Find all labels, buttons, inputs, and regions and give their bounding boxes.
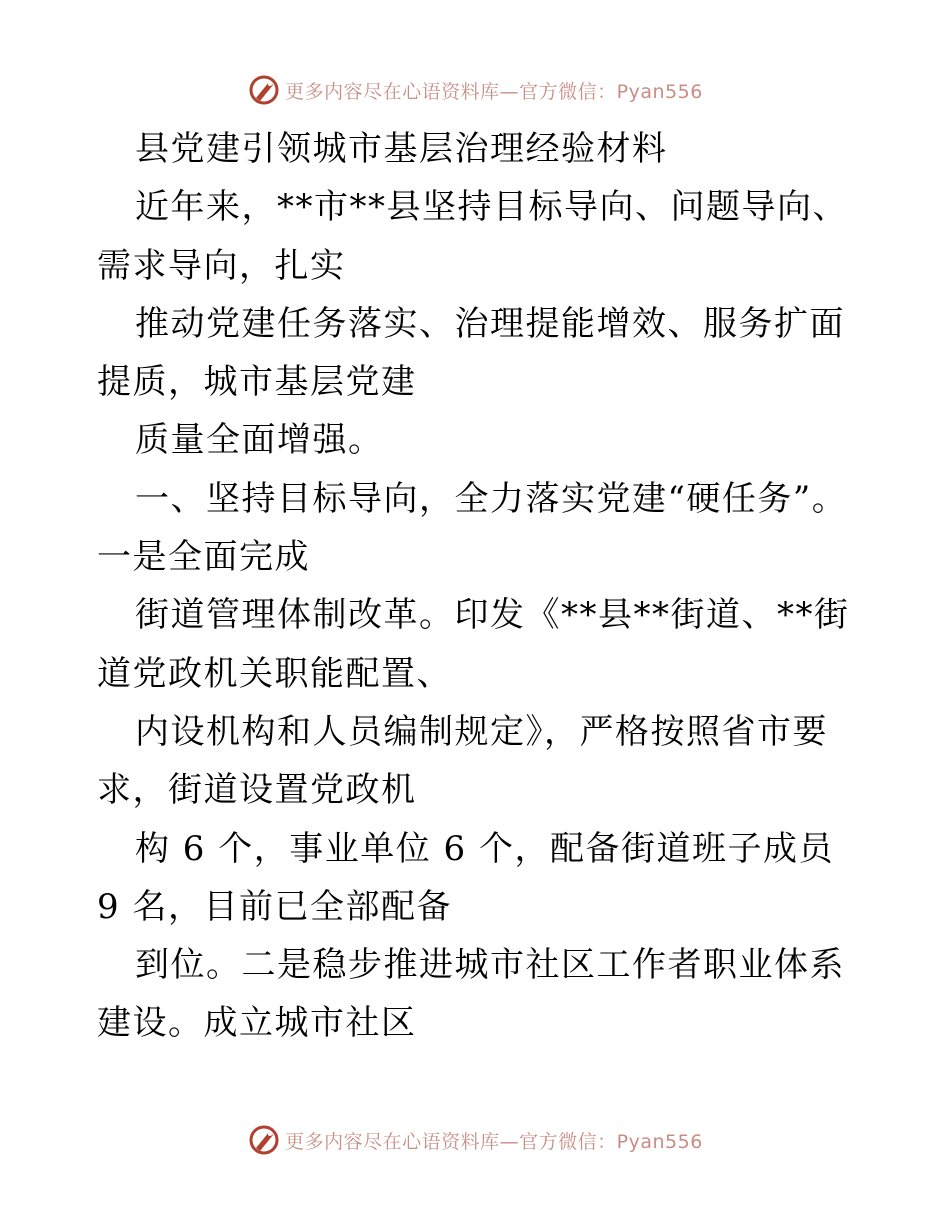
pen-nib-circle-icon	[247, 1123, 281, 1157]
pen-nib-circle-icon	[247, 73, 281, 107]
watermark-text: 更多内容尽在心语资料库—官方微信：Pyan556	[285, 80, 703, 103]
paragraph: 内设机构和人员编制规定》，严格按照省市要求，街道设置党政机	[97, 711, 828, 811]
paragraph: 一、坚持目标导向，全力落实党建“硬任务”。一是全面完成	[97, 478, 848, 578]
watermark-text: 更多内容尽在心语资料库—官方微信：Pyan556	[285, 1130, 703, 1153]
document-title: 县党建引领城市基层治理经验材料	[135, 129, 668, 169]
paragraph: 质量全面增强。	[135, 420, 384, 461]
header-watermark	[0, 70, 950, 110]
paragraph: 近年来，**市**县坚持目标导向、问题导向、需求导向，扎实	[97, 187, 848, 286]
paragraph: 推动党建任务落实、治理提能增效、服务扩面提质，城市基层党建	[97, 303, 845, 403]
document-body	[97, 120, 857, 1053]
paragraph: 街道管理体制改革。印发《**县**街道、**街道党政机关职能配置、	[97, 595, 850, 694]
paragraph: 到位。二是稳步推进城市社区工作者职业体系建设。成立城市社区	[97, 945, 845, 1044]
paragraph: 构 6 个，事业单位 6 个，配备街道班子成员 9 名，目前已全部配备	[97, 828, 834, 927]
footer-watermark	[0, 1120, 950, 1160]
